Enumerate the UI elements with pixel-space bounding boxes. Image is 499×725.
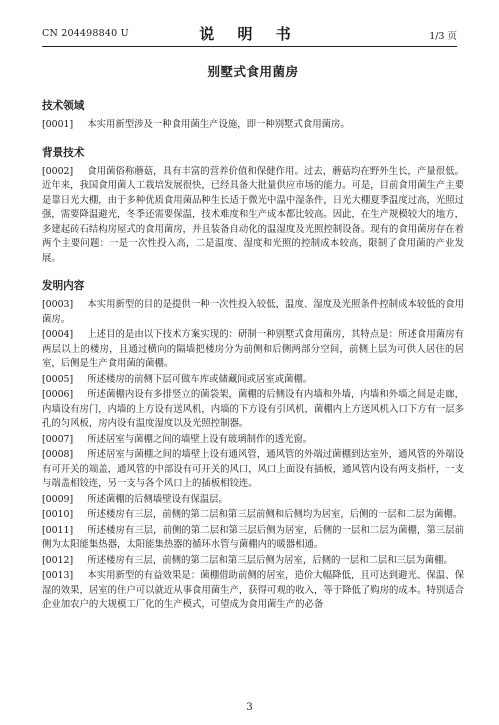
paragraph <box>42 328 464 372</box>
publication-number: CN 204498840 U <box>42 28 129 39</box>
paragraph-text: 所述居室与菌棚之间的墙壁上设有玻璃制作的透光窗。 <box>87 433 313 445</box>
section-background <box>42 145 464 267</box>
paragraph-number: [0012] <box>42 554 74 566</box>
paragraph-number: [0007] <box>42 433 74 445</box>
paragraph-text: 所述楼房有三层，前侧的第二层和第三层后侧为居室，后侧的一层和二层为菌棚，第三层前侧为太阳能集热器，太阳能集热器的循环水管与菌棚内的暖器相通。 <box>42 524 464 550</box>
paragraph-text: 食用菌俗称蘑菇，具有丰富的营养价值和保健作用。过去，蘑菇均在野外生长，产量很低。近年来，我国食用菌人工栽培发展很快，已经具备大批量供应市场的能力。可是，目前食用菌生产主要是靠日光大棚，由于多种优质食用菌品种生长适于微光中温中湿条件，日光大棚夏季温度过高，光照过强，需要降温避光，冬季还需要保温，技术难度和生产成本都比较高。因此，在生产规模较大的地方，多建起砖石结构房屋式的食用菌房，并且装备自动化的温湿度及光照控制设备。现有的食用菌房存在着两个主要问题：一是一次性投入高，二是温度、湿度和光照的控制成本较高，限制了食用菌的产业发展。 <box>42 165 464 264</box>
paragraph-number: [0006] <box>42 389 74 400</box>
paragraph-number: [0001] <box>42 119 74 130</box>
section-heading: 背景技术 <box>42 146 85 159</box>
page-indicator: 1/3 页 <box>429 31 457 42</box>
paragraph-number: [0010] <box>42 509 74 520</box>
paragraph-text: 所述楼房的前侧下层可做车库或储藏间或居室或菌棚。 <box>87 373 313 385</box>
section-heading: 发明内容 <box>42 280 85 292</box>
paragraph-number: [0008] <box>42 449 74 460</box>
paragraph-text: 本实用新型的目的是提供一种一次性投入较低，温度、湿度及光照条件控制成本较低的食用菌房。 <box>42 299 464 325</box>
paragraph <box>42 165 464 267</box>
document-body <box>42 62 464 614</box>
paragraph <box>42 524 464 553</box>
paragraph <box>42 373 464 388</box>
paragraph <box>42 554 464 569</box>
paragraph <box>42 508 464 523</box>
paragraph-text: 本实用新型涉及一种食用菌生产设施，即一种别墅式食用菌房。 <box>87 119 350 130</box>
paragraph-number: [0004] <box>42 329 74 340</box>
paragraph-number: [0011] <box>42 524 74 536</box>
paragraph <box>42 388 464 432</box>
paragraph-number: [0005] <box>42 373 74 385</box>
paragraph-number: [0009] <box>42 493 74 505</box>
paragraph <box>42 433 464 448</box>
page-header <box>42 20 457 47</box>
paragraph-number: [0013] <box>42 570 74 581</box>
paragraph-text: 上述目的是由以下技术方案实现的：研制一种别墅式食用菌房，其特点是：所述食用菌房有两层以上的楼房，且通过横向的隔墙把楼房分为前侧和后侧两部分空间，前侧上层为可供人居住的居室，后侧是生产食用菌的菌棚。 <box>42 329 464 369</box>
paragraph-text: 所述楼房有三层，前侧的第二层和第三层前侧和后侧均为居室，后侧的一层和二层为菌棚。 <box>87 509 463 520</box>
paragraph-text: 所述菌棚内设有多排竖立的菌袋架，菌棚的后侧设有内墙和外墙，内墙和外墙之间是走廊，内墙设有房门，内墙的上方设有送风机，内墙的下方设有引风机，菌棚内上方送风机入口下方有一层多孔的匀风板，房内设有温度湿度以及光照控制器。 <box>42 389 464 429</box>
paragraph <box>42 298 464 327</box>
section-invention-content <box>42 278 464 613</box>
paragraph <box>42 118 464 133</box>
paragraph <box>42 569 464 613</box>
paragraph-number: [0002] <box>42 165 74 177</box>
section-heading: 技术领域 <box>42 100 85 112</box>
section-technical-field <box>42 98 464 133</box>
page-number: 3 <box>246 702 253 713</box>
paragraph-number: [0003] <box>42 299 74 310</box>
paragraph-text: 所述楼房有三层，前侧的第二层和第三层后侧为居室，后侧的一层和二层和三层为菌棚。 <box>87 554 453 566</box>
paragraph-text: 所述菌棚的后侧墙壁设有保温层。 <box>87 493 228 505</box>
paragraph <box>42 448 464 492</box>
document-title: 别墅式食用菌房 <box>207 64 299 79</box>
document-type: 说 明 书 <box>199 25 300 43</box>
paragraph <box>42 493 464 508</box>
paragraph-text: 所述居室与菌棚之间的墙壁上设有通风管，通风管的外端过菌棚到达室外，通风管的外端设有可开关的端盖，通风管的中部设有可开关的风口，风口上面设有插板，通风管内设有两支指杆，一支与端盖相铰连，另一支与各个风口上的插板相铰连。 <box>42 449 464 489</box>
paragraph-text: 本实用新型的有益效果是：菌棚借助前侧的居室，造价大幅降低，且可达到避光、保温、保湿的效果，居室的住户可以就近从事食用菌生产，获得可观的收入，等于降低了购房的成本。特别适合企业加农户的大规模工厂化的生产模式，可望成为食用菌生产的必备 <box>42 570 464 610</box>
